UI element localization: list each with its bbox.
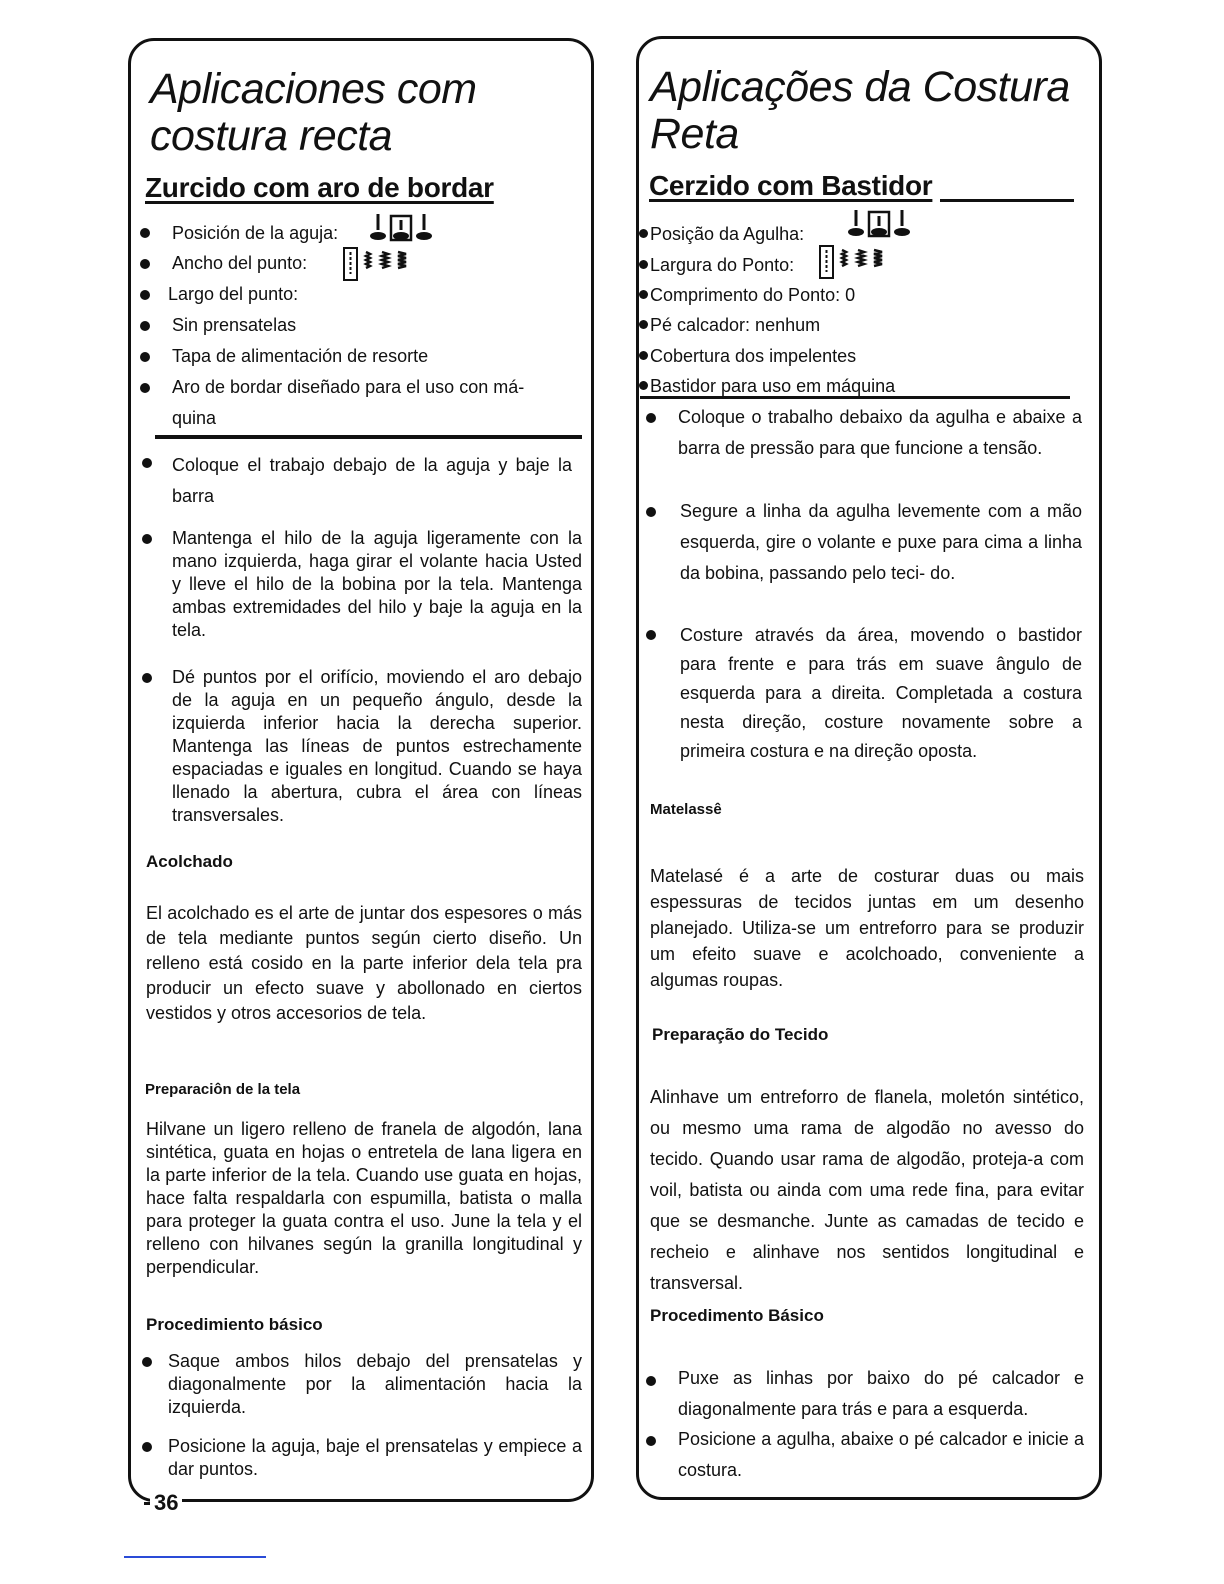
- left-spec-hoop: Aro de bordar diseñado para el uso con má-: [172, 377, 525, 397]
- bullet: [142, 1357, 152, 1367]
- needle-position-icon: [846, 208, 912, 240]
- right-spec-feed-cover: Cobertura dos impelentes: [639, 345, 856, 367]
- bullet: [639, 351, 648, 360]
- divider: [155, 435, 582, 439]
- right-spec-stitch-length: Comprimento do Ponto: 0: [639, 284, 855, 306]
- right-step-3: Costure através da área, movendo o bastidor para frente e para trás em suave ângulo de esquerda para a direita. Completada a costura nesta direção, costure novamente sobre a primeira costura e na direção oposta.: [680, 625, 1082, 761]
- right-matelasse-text: Matelasé é a arte de costurar duas ou mais espessuras de tecidos juntas em um desenho planejado. Utiliza-se um entreforro para se produzir um efeito suave e acolchoado, conveniente a algumas roupas.: [650, 866, 1084, 990]
- stitch-width-icon: [342, 246, 432, 282]
- bullet: [646, 630, 656, 640]
- left-spec-needle-position: Posición de la aguja:: [172, 223, 339, 243]
- bullet: [646, 1436, 656, 1446]
- divider: [640, 396, 1070, 399]
- bullet: [142, 534, 152, 544]
- right-proc-heading: Procedimento Básico: [650, 1306, 824, 1325]
- bullet: [140, 383, 150, 393]
- left-title-line1: Aplicaciones com: [150, 65, 477, 113]
- bullet: [646, 507, 656, 517]
- left-title-line2: costura recta: [150, 112, 393, 160]
- right-title-line1: Aplicações da Costura: [650, 63, 1070, 111]
- left-prep-text: Hilvane un ligero relleno de franela de algodón, lana sintética, guata en hojas o entretela de lana ligera en la parte inferior de la tela. Cuando use guata en hojas, hace falta respaldarla con espumilla, batista o malla para proteger la guata contra el uso. June la tela y el relleno con hilvanes según la granilla longitudinal y perpendicular.: [146, 1119, 582, 1277]
- left-prep-heading: Preparaciôn de la tela: [145, 1081, 301, 1098]
- bullet: [639, 229, 648, 238]
- right-proc-step-1: Puxe as linhas por baixo do pé calcador e diagonalmente para trás e para a esquerda.: [678, 1368, 1084, 1419]
- right-prep-text: Alinhave um entreforro de flanela, moletón sintético, ou mesmo uma rama de algodão no avesso do tecido. Quando usar rama de algodão, proteja-a com voil, batista ou ainda com uma rede fina, para evitar que se desmanche. Junte as camadas de tecido e recheio e alinhave nos sentidos longitudinal e transversal.: [650, 1087, 1084, 1293]
- left-proc-step-1: Saque ambos hilos debajo del prensatelas y diagonalmente por la alimentación hacia la izquierda.: [168, 1351, 582, 1417]
- bullet: [646, 413, 656, 423]
- page-number: 36: [150, 1490, 182, 1516]
- left-proc-step-2: Posicione la aguja, baje el prensatelas y empiece a dar puntos.: [168, 1436, 582, 1479]
- left-step-1: Coloque el trabajo debajo de la aguja y baje la barra: [172, 455, 572, 506]
- bullet: [142, 673, 152, 683]
- bullet: [639, 290, 648, 299]
- left-spec-stitch-length: Largo del punto:: [168, 284, 299, 304]
- right-matelasse-heading: Matelassê: [650, 801, 722, 818]
- stitch-width-icon: [818, 244, 908, 280]
- bullet: [639, 260, 648, 269]
- right-spec-hoop: Bastidor para uso em máquina: [639, 375, 895, 397]
- left-spec-presser: Sin prensatelas: [172, 315, 297, 335]
- left-subtitle: Zurcido com aro de bordar: [145, 172, 494, 203]
- bullet: [140, 352, 150, 362]
- right-prep-heading: Preparação do Tecido: [652, 1025, 829, 1044]
- right-spec-needle-position: Posição da Agulha:: [639, 223, 804, 245]
- bullet: [140, 259, 150, 269]
- right-step-1: Coloque o trabalho debaixo da agulha e abaixe a barra de pressão para que funcione a tensão.: [678, 407, 1082, 458]
- left-acolchado-heading: Acolchado: [146, 852, 233, 871]
- bullet: [140, 290, 150, 300]
- bullet: [639, 381, 648, 390]
- right-proc-step-2: Posicione a agulha, abaixe o pé calcador e inicie a costura.: [678, 1429, 1084, 1480]
- right-step-2: Segure a linha da agulha levemente com a mão esquerda, gire o volante e puxe para cima a linha da bobina, passando pelo teci- do.: [680, 501, 1082, 583]
- needle-position-icon: [368, 212, 434, 244]
- left-acolchado-text: El acolchado es el arte de juntar dos espesores o más de tela mediante puntos según cierto diseño. Un relleno está cosido en la parte inferior dela tela pra producir un efecto suave y abollonado en ciertos vestidos y otros accesorios de tela.: [146, 903, 582, 1023]
- bullet: [140, 321, 150, 331]
- bullet: [639, 320, 648, 329]
- left-spec-stitch-width: Ancho del punto:: [172, 253, 308, 273]
- subtitle-underline-extension: [940, 199, 1074, 202]
- bullet: [140, 228, 150, 238]
- bullet: [142, 1442, 152, 1452]
- footer-line: [124, 1556, 266, 1558]
- left-spec-feed-cover: Tapa de alimentación de resorte: [172, 346, 429, 366]
- left-step-2: Mantenga el hilo de la aguja ligeramente con la mano izquierda, haga girar el volante hacia Usted y lleve el hilo de la bobina por la tela. Mantenga ambas extremidades del hilo y baje la aguja en la tela.: [172, 528, 582, 640]
- right-title-line2: Reta: [650, 110, 739, 158]
- right-subtitle: Cerzido com Bastidor: [649, 170, 933, 201]
- bullet: [142, 458, 152, 468]
- right-spec-presser: Pé calcador: nenhum: [639, 314, 820, 336]
- left-step-3: Dé puntos por el orifício, moviendo el aro debajo de la aguja en un pequeño ángulo, desde la izquierda inferior hacia la derecha superior. Mantenga las líneas de puntos estrechamente espaciadas e iguales en longitud. Cuando se haya llenado la abertura, cubra el área con líneas transversales.: [172, 667, 582, 825]
- left-spec-hoop-cont: quina: [172, 408, 217, 428]
- bullet: [646, 1376, 656, 1386]
- left-proc-heading: Procedimiento básico: [146, 1315, 323, 1334]
- right-spec-stitch-width: Largura do Ponto:: [639, 254, 794, 276]
